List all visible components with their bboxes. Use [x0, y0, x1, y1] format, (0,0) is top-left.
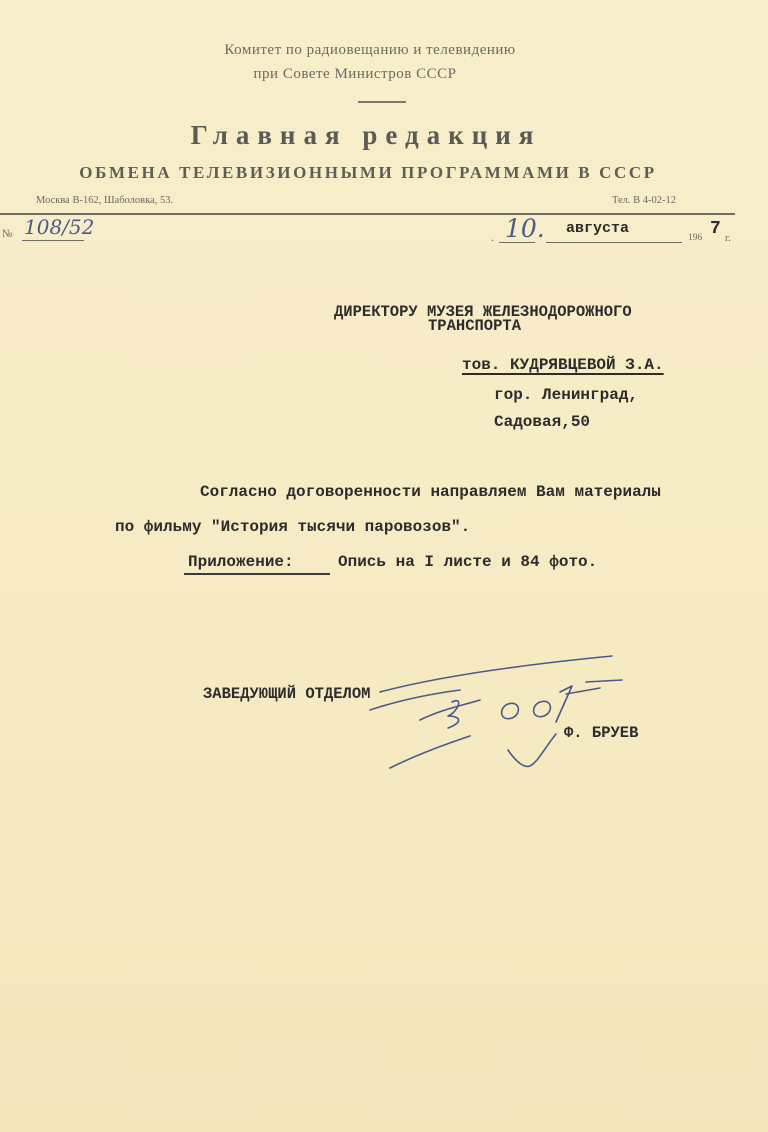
committee-line-1: Комитет по радиовещанию и телевидению	[224, 42, 516, 58]
signatory-position: ЗАВЕДУЮЩИЙ ОТДЕЛОМ	[203, 685, 371, 703]
letterhead-rule	[0, 213, 735, 215]
letterhead-title: Главная редакция	[190, 120, 542, 150]
date-year-digit: 7	[710, 219, 721, 239]
month-line	[546, 242, 682, 243]
attachment-text: Опись на I листе и 84 фото.	[338, 553, 598, 571]
body-line-1: Согласно договоренности направляем Вам материалы	[200, 483, 661, 501]
letterhead-divider	[358, 101, 406, 103]
number-line	[22, 240, 84, 241]
attachment-underline	[184, 573, 330, 575]
letterhead-phone: Тел. В 4-02-12	[612, 195, 677, 206]
committee-line-2: при Совете Министров СССР	[253, 66, 457, 82]
recipient-street: Садовая,50	[494, 413, 591, 431]
date-month: августа	[566, 220, 630, 237]
date-day: 10.	[505, 214, 545, 243]
handwritten-signature	[360, 650, 630, 780]
attachment-label: Приложение:	[188, 553, 294, 571]
recipient-name: тов. КУДРЯВЦЕВОЙ З.А.	[462, 356, 664, 374]
recipient-line-1: ДИРЕКТОРУ МУЗЕЯ ЖЕЛЕЗНОДОРОЖНОГО	[334, 303, 632, 321]
date-dot: .	[491, 230, 494, 244]
recipient-line-2: ТРАНСПОРТА	[428, 317, 522, 335]
number-sign: №	[2, 228, 13, 240]
recipient-city: гор. Ленинград,	[494, 386, 639, 404]
reference-number: 108/52	[24, 215, 95, 239]
letterhead-subtitle: ОБМЕНА ТЕЛЕВИЗИОННЫМИ ПРОГРАММАМИ В СССР	[79, 163, 657, 182]
date-year-prefix: 196	[688, 233, 703, 243]
signatory-name: Ф. БРУЕВ	[564, 724, 639, 742]
date-year-suffix: г.	[725, 233, 731, 244]
letterhead-address: Москва В-162, Шаболовка, 53.	[36, 195, 174, 206]
body-line-2: по фильму "История тысячи паровозов".	[115, 518, 471, 536]
